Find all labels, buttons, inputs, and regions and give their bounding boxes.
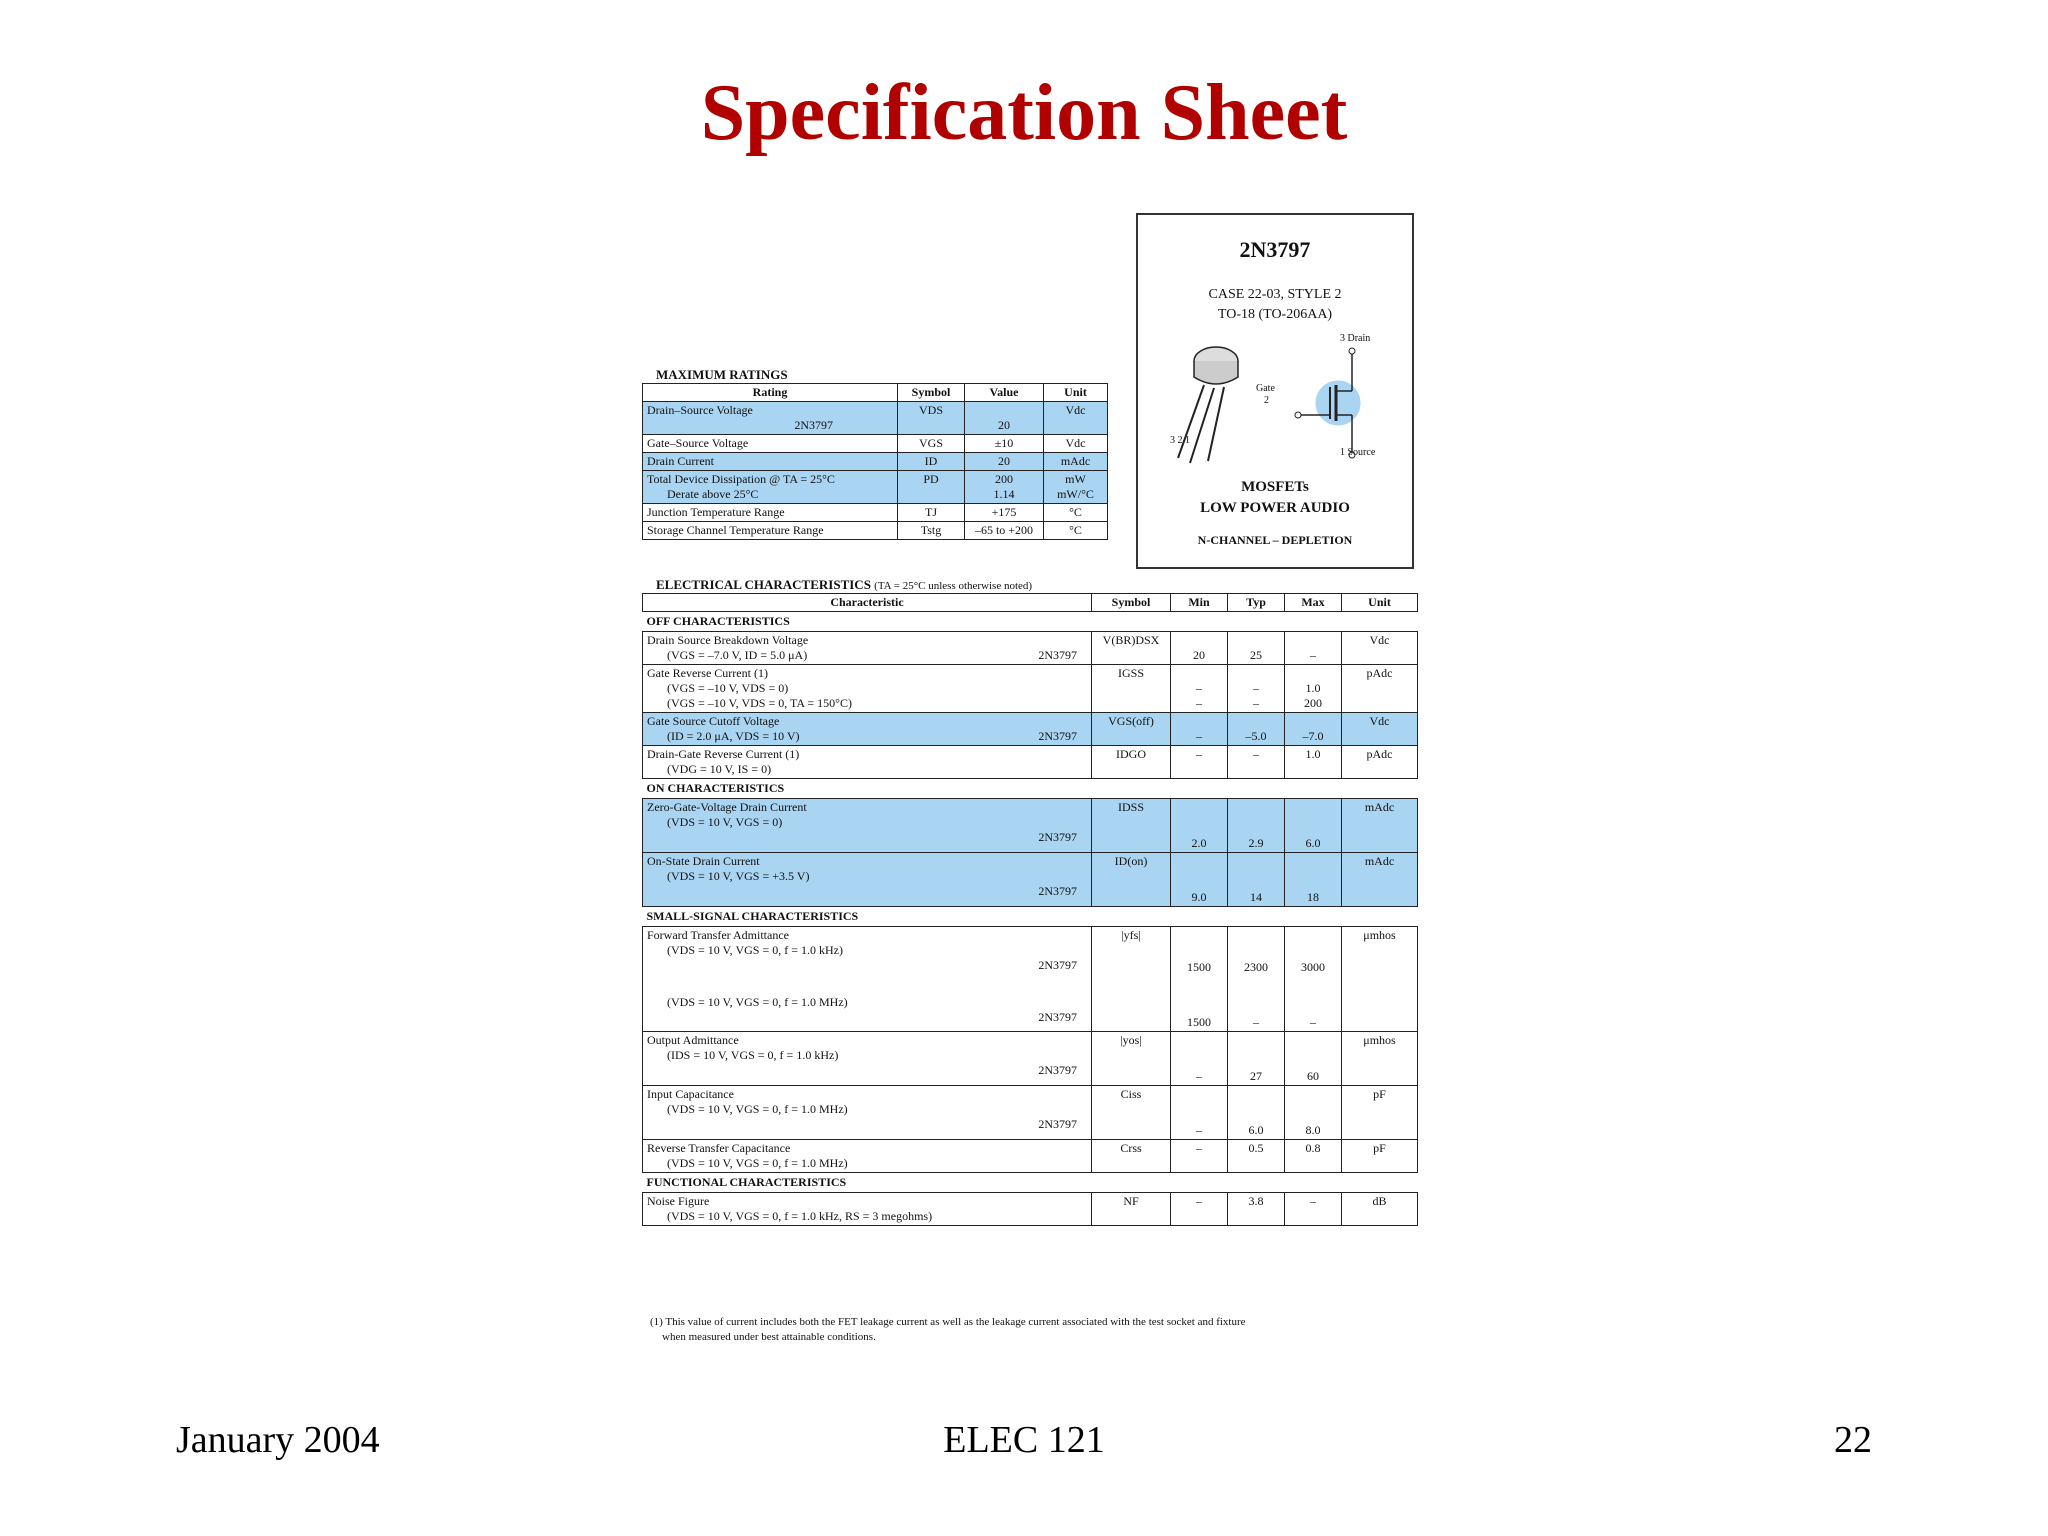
table-header-row xyxy=(643,384,1108,402)
table-row xyxy=(643,1193,1418,1226)
table-row xyxy=(643,522,1108,540)
char-cond: (VDS = 10 V, VGS = 0, f = 1.0 kHz, RS = 3 megohms) xyxy=(667,1209,933,1223)
char-unit: Vdc xyxy=(1342,713,1418,746)
char-max: –7.0 xyxy=(1285,713,1342,746)
table-row xyxy=(643,746,1418,779)
electrical-heading-text: ELECTRICAL CHARACTERISTICS xyxy=(656,577,871,592)
char-typ: 2300 xyxy=(1244,960,1268,974)
char-typ: 27 xyxy=(1228,1032,1285,1086)
max-ratings-heading: MAXIMUM RATINGS xyxy=(656,367,788,382)
char-cond: (VDS = 10 V, VGS = 0, f = 1.0 MHz) xyxy=(667,1102,848,1116)
char-cond: (VDS = 10 V, VGS = 0, f = 1.0 kHz) xyxy=(667,943,843,957)
type-line-1: MOSFETs xyxy=(1241,479,1309,495)
table-row xyxy=(643,453,1108,471)
char-cond: (ID = 2.0 μA, VDS = 10 V) xyxy=(667,729,800,743)
char-typ: 6.0 xyxy=(1228,1086,1285,1140)
char-typ: –5.0 xyxy=(1228,713,1285,746)
char-name: Drain Source Breakdown Voltage xyxy=(647,633,809,647)
pin-gate-label: Gate xyxy=(1256,383,1275,394)
char-unit: mAdc xyxy=(1342,853,1418,907)
table-row xyxy=(643,402,1108,435)
char-symbol: |yfs| xyxy=(1092,927,1171,1032)
char-symbol: |yos| xyxy=(1092,1032,1171,1086)
rating-name: Junction Temperature Range xyxy=(643,504,898,522)
section-row xyxy=(643,907,1418,927)
section-row xyxy=(643,1173,1418,1193)
rating-unit-2: mW/°C xyxy=(1057,487,1094,501)
case-line-2: TO-18 (TO-206AA) xyxy=(1217,307,1333,322)
off-heading: OFF CHARACTERISTICS xyxy=(646,614,790,628)
char-cond: (VGS = –10 V, VDS = 0) xyxy=(667,681,789,695)
table-row xyxy=(643,435,1108,453)
char-typ: 25 xyxy=(1228,632,1285,665)
rating-unit: mAdc xyxy=(1044,453,1108,471)
char-name: Input Capacitance xyxy=(647,1087,734,1101)
lead-numbers: 3 2 1 xyxy=(1170,435,1190,446)
char-device: 2N3797 xyxy=(1038,1063,1077,1077)
char-typ: 2.9 xyxy=(1228,799,1285,853)
char-name: Output Admittance xyxy=(647,1033,739,1047)
char-symbol: IDGO xyxy=(1092,746,1171,779)
rating-unit: Vdc xyxy=(1044,435,1108,453)
small-signal-heading: SMALL-SIGNAL CHARACTERISTICS xyxy=(646,909,859,923)
char-cond-2: (VDS = 10 V, VGS = 0, f = 1.0 MHz) xyxy=(667,995,848,1009)
table-row xyxy=(643,927,1418,1032)
char-name: Drain-Gate Reverse Current (1) xyxy=(647,747,800,761)
rating-symbol: TJ xyxy=(898,504,965,522)
char-device: 2N3797 xyxy=(1038,648,1077,662)
char-min: – xyxy=(1171,713,1228,746)
col-max: Max xyxy=(1285,594,1342,612)
char-typ: – xyxy=(1228,746,1285,779)
rating-value: +175 xyxy=(965,504,1044,522)
char-unit: Vdc xyxy=(1342,632,1418,665)
char-max: – xyxy=(1285,632,1342,665)
char-symbol: IGSS xyxy=(1092,665,1171,713)
electrical-heading xyxy=(656,577,1032,593)
char-min: – xyxy=(1171,1086,1228,1140)
char-symbol: V(BR)DSX xyxy=(1092,632,1171,665)
char-unit: pF xyxy=(1342,1140,1418,1173)
spacer xyxy=(647,973,1087,995)
package-box xyxy=(1136,213,1414,569)
rating-unit: mW xyxy=(1065,472,1086,486)
col-rating: Rating xyxy=(643,384,898,402)
col-value: Value xyxy=(965,384,1044,402)
rating-unit: Vdc xyxy=(1044,402,1108,435)
char-cond: (VDS = 10 V, VGS = 0) xyxy=(667,815,783,829)
col-typ: Typ xyxy=(1228,594,1285,612)
char-unit: mAdc xyxy=(1342,799,1418,853)
char-cond: (VDS = 10 V, VGS = +3.5 V) xyxy=(667,869,810,883)
char-max: – xyxy=(1285,1193,1342,1226)
footnote-line-1: (1) This value of current includes both the FET leakage current as well as the leakage current associated with the test socket and fixture xyxy=(650,1316,1246,1328)
char-min: – xyxy=(1171,1032,1228,1086)
rating-value-2: 1.14 xyxy=(993,487,1015,501)
rating-value: –65 to +200 xyxy=(965,522,1044,540)
rating-name: Drain Current xyxy=(643,453,898,471)
char-min: – xyxy=(1196,681,1202,695)
char-device: 2N3797 xyxy=(1038,1117,1077,1131)
char-symbol: ID(on) xyxy=(1092,853,1171,907)
rating-unit: °C xyxy=(1044,522,1108,540)
char-min: 1500 xyxy=(1187,960,1211,974)
char-min: – xyxy=(1171,1193,1228,1226)
char-max: 1.0 xyxy=(1305,681,1321,695)
device-type xyxy=(1138,477,1412,519)
char-unit: pF xyxy=(1342,1086,1418,1140)
part-number: 2N3797 xyxy=(1239,237,1311,262)
char-cond: (VDG = 10 V, IS = 0) xyxy=(667,762,772,776)
pin-drain-label: 3 Drain xyxy=(1340,333,1371,344)
char-cond: (IDS = 10 V, VGS = 0, f = 1.0 kHz) xyxy=(667,1048,839,1062)
col-symbol: Symbol xyxy=(898,384,965,402)
char-typ-2: – xyxy=(1253,696,1259,710)
footnote xyxy=(650,1315,1420,1345)
col-characteristic: Characteristic xyxy=(643,594,1092,612)
table-row xyxy=(643,1032,1418,1086)
table-header-row xyxy=(643,594,1418,612)
table-row xyxy=(643,713,1418,746)
functional-heading: FUNCTIONAL CHARACTERISTICS xyxy=(646,1175,847,1189)
char-unit: μmhos xyxy=(1342,927,1418,1032)
rating-value: 200 xyxy=(995,472,1013,486)
rating-name: Drain–Source Voltage xyxy=(647,403,753,417)
table-row xyxy=(643,799,1418,853)
rating-symbol: Tstg xyxy=(898,522,965,540)
char-typ: 0.5 xyxy=(1228,1140,1285,1173)
char-min-2: 1500 xyxy=(1187,1015,1211,1029)
char-max-2: 200 xyxy=(1304,696,1322,710)
case-info xyxy=(1138,285,1412,325)
type-line-2: LOW POWER AUDIO xyxy=(1200,500,1350,516)
char-max: 8.0 xyxy=(1285,1086,1342,1140)
table-row xyxy=(643,1086,1418,1140)
char-device-2: 2N3797 xyxy=(1038,1010,1077,1024)
char-unit: pAdc xyxy=(1342,746,1418,779)
char-name: Noise Figure xyxy=(647,1194,710,1208)
char-max: 3000 xyxy=(1301,960,1325,974)
table-row xyxy=(643,632,1418,665)
rating-symbol: PD xyxy=(898,471,965,504)
char-symbol: Ciss xyxy=(1092,1086,1171,1140)
char-device: 2N3797 xyxy=(1038,830,1077,844)
table-row xyxy=(643,1140,1418,1173)
char-cond: (VDS = 10 V, VGS = 0, f = 1.0 MHz) xyxy=(667,1156,848,1170)
pin-source-label: 1 Source xyxy=(1340,447,1376,458)
table-row xyxy=(643,504,1108,522)
electrical-table xyxy=(642,593,1418,1226)
char-cond: (VGS = –7.0 V, ID = 5.0 μA) xyxy=(667,648,808,662)
char-symbol: VGS(off) xyxy=(1092,713,1171,746)
section-row xyxy=(643,612,1418,632)
table-row xyxy=(643,471,1108,504)
max-ratings-table xyxy=(642,383,1108,540)
rating-name: Total Device Dissipation @ TA = 25°C xyxy=(647,472,835,486)
char-name: Gate Reverse Current (1) xyxy=(647,666,768,680)
char-name: Zero-Gate-Voltage Drain Current xyxy=(647,800,807,814)
footer-page-number: 22 xyxy=(1834,1419,1872,1461)
rating-symbol: VDS xyxy=(898,402,965,435)
col-unit: Unit xyxy=(1044,384,1108,402)
rating-unit: °C xyxy=(1044,504,1108,522)
char-cond-row xyxy=(647,729,1087,744)
char-unit: pAdc xyxy=(1342,665,1418,713)
char-min-2: – xyxy=(1196,696,1202,710)
rating-symbol: VGS xyxy=(898,435,965,453)
char-name: Gate Source Cutoff Voltage xyxy=(647,714,780,728)
char-max: 18 xyxy=(1285,853,1342,907)
footer-course: ELEC 121 xyxy=(943,1419,1105,1461)
char-typ-2: – xyxy=(1253,1015,1259,1029)
char-typ: – xyxy=(1253,681,1259,695)
char-min: – xyxy=(1171,746,1228,779)
char-min: 2.0 xyxy=(1171,799,1228,853)
rating-value: ±10 xyxy=(965,435,1044,453)
char-typ: 14 xyxy=(1228,853,1285,907)
char-cond-row xyxy=(647,648,1087,663)
char-min: 9.0 xyxy=(1171,853,1228,907)
rating-value: 20 xyxy=(965,453,1044,471)
char-name: Forward Transfer Admittance xyxy=(647,928,789,942)
table-row xyxy=(643,665,1418,713)
char-unit: μmhos xyxy=(1342,1032,1418,1086)
rating-sub: Derate above 25°C xyxy=(667,487,759,501)
char-device: 2N3797 xyxy=(1038,884,1077,898)
section-row xyxy=(643,779,1418,799)
table-row xyxy=(643,853,1418,907)
char-unit: dB xyxy=(1342,1193,1418,1226)
char-max: 60 xyxy=(1285,1032,1342,1086)
rating-symbol: ID xyxy=(898,453,965,471)
pin-gate-number: 2 xyxy=(1264,395,1269,406)
case-line-1: CASE 22-03, STYLE 2 xyxy=(1208,287,1342,302)
char-name: Reverse Transfer Capacitance xyxy=(647,1141,791,1155)
char-typ: 3.8 xyxy=(1228,1193,1285,1226)
footer-date: January 2004 xyxy=(176,1419,380,1461)
rating-sub: 2N3797 xyxy=(794,418,833,432)
on-heading: ON CHARACTERISTICS xyxy=(646,781,785,795)
char-max: 6.0 xyxy=(1285,799,1342,853)
rating-name: Storage Channel Temperature Range xyxy=(643,522,898,540)
channel-type: N-CHANNEL – DEPLETION xyxy=(1197,533,1353,547)
footnote-line-2: when measured under best attainable conditions. xyxy=(662,1331,876,1343)
rating-value: 20 xyxy=(965,402,1044,435)
char-cond-2: (VGS = –10 V, VDS = 0, TA = 150°C) xyxy=(667,696,852,710)
char-symbol: IDSS xyxy=(1092,799,1171,853)
electrical-heading-note: (TA = 25°C unless otherwise noted) xyxy=(874,580,1033,592)
char-max: 0.8 xyxy=(1285,1140,1342,1173)
char-symbol: NF xyxy=(1092,1193,1171,1226)
char-max: 1.0 xyxy=(1285,746,1342,779)
char-max-2: – xyxy=(1310,1015,1316,1029)
char-symbol: Crss xyxy=(1092,1140,1171,1173)
char-device: 2N3797 xyxy=(1038,729,1077,743)
slide-title: Specification Sheet xyxy=(700,69,1348,157)
char-device: 2N3797 xyxy=(1038,958,1077,972)
col-symbol: Symbol xyxy=(1092,594,1171,612)
rating-name: Gate–Source Voltage xyxy=(643,435,898,453)
col-unit: Unit xyxy=(1342,594,1418,612)
char-name: On-State Drain Current xyxy=(647,854,760,868)
char-min: 20 xyxy=(1171,632,1228,665)
char-min: – xyxy=(1171,1140,1228,1173)
col-min: Min xyxy=(1171,594,1228,612)
